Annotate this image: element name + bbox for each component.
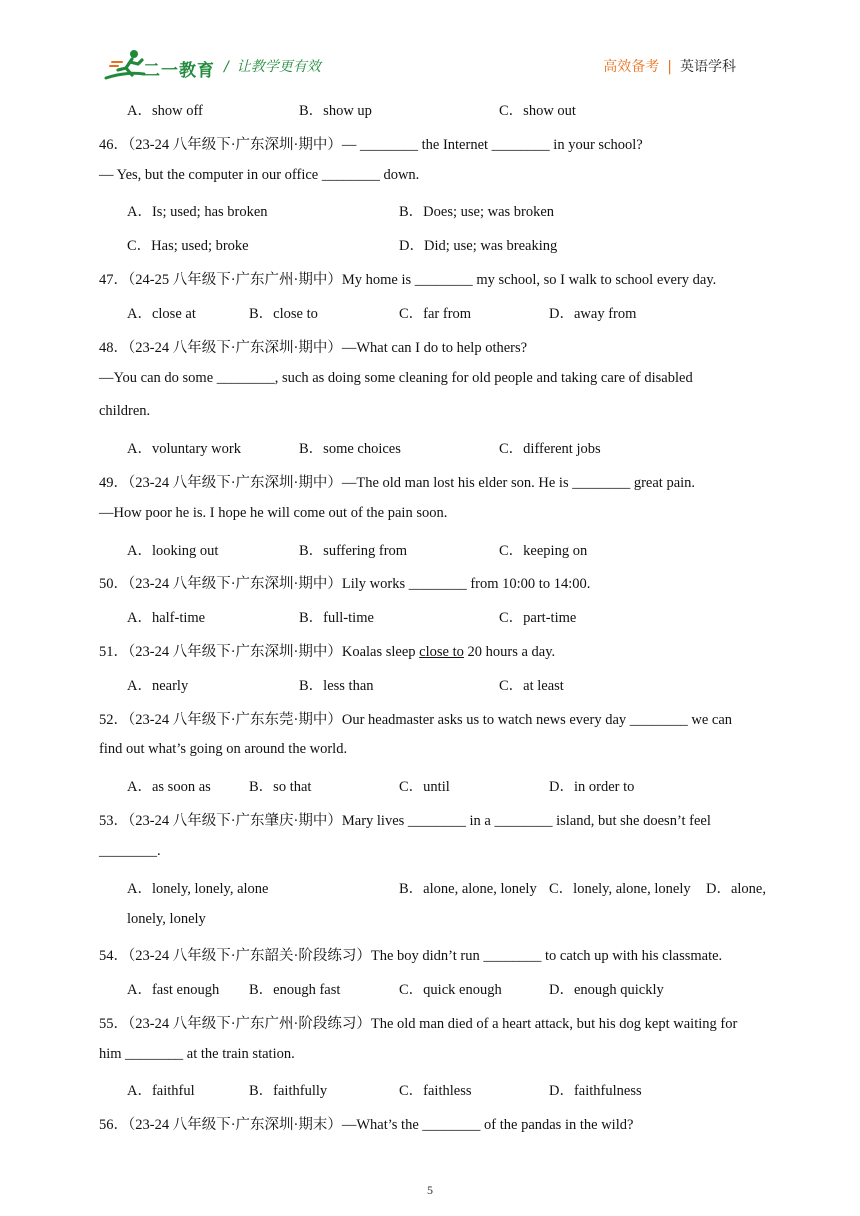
option-c: C．quick enough: [399, 982, 502, 998]
question-46-stem: 46．（23-24 八年级下·广东深圳·期中）— ________ the Internet ________ in your school?: [99, 137, 643, 153]
option-c: C．part-time: [499, 610, 577, 626]
option-c: C．far from: [399, 306, 472, 322]
option-b: B．enough fast: [249, 982, 341, 998]
question-51-stem-end: 20 hours a day.: [463, 644, 556, 660]
option-c: C．keeping on: [499, 543, 588, 559]
question-53-stem: 53．（23-24 八年级下·广东肇庆·期中）Mary lives ________ in a ________ island, but she doesn’t feel: [99, 813, 711, 829]
option-d: D．away from: [549, 306, 637, 322]
tag-subject: 英语学科: [680, 59, 736, 75]
option-b: B．less than: [299, 678, 374, 694]
option-a: A．fast enough: [127, 982, 220, 998]
question-54-stem: 54．（23-24 八年级下·广东韶关·阶段练习）The boy didn’t run ________ to catch up with his classmate.: [99, 948, 723, 964]
slogan-text: 让教学更有效: [236, 59, 321, 75]
option-a: A．show off: [127, 103, 203, 119]
option-a: A．Is; used; has broken: [127, 204, 268, 220]
question-55-stem-line2: him ________ at the train station.: [99, 1046, 295, 1062]
option-d-continued: lonely, lonely: [127, 911, 206, 927]
option-d: D．alone,: [706, 881, 766, 897]
option-b: B．full-time: [299, 610, 374, 626]
question-53-stem-line2: ________.: [99, 843, 161, 859]
question-52-stem: 52．（23-24 八年级下·广东东莞·期中）Our headmaster asks us to watch news every day ________ we can: [99, 712, 733, 728]
question-56-stem: 56．（23-24 八年级下·广东深圳·期末）—What’s the ________ of the pandas in the wild?: [99, 1117, 634, 1133]
slogan: [224, 56, 321, 76]
page-header: [0, 0, 860, 90]
tag-separator: |: [667, 59, 672, 75]
question-48-stem-line2: —You can do some ________, such as doing some cleaning for old people and taking care of disabled: [99, 370, 693, 386]
option-a: A．half-time: [127, 610, 206, 626]
option-d: D．faithfulness: [549, 1083, 642, 1099]
question-52-stem-line2: find out what’s going on around the world.: [99, 741, 348, 757]
question-48-stem-line3: children.: [99, 403, 151, 419]
option-c: C．lonely, alone, lonely: [549, 881, 691, 897]
option-a: A．faithful: [127, 1083, 195, 1099]
option-b: B．Does; use; was broken: [399, 204, 555, 220]
option-a: A．lonely, lonely, alone: [127, 881, 269, 897]
option-c: C．different jobs: [499, 441, 601, 457]
question-48-stem: 48．（23-24 八年级下·广东深圳·期中）—What can I do to help others?: [99, 340, 528, 356]
option-a: A．nearly: [127, 678, 189, 694]
option-d: D．in order to: [549, 779, 635, 795]
question-49-stem: 49．（23-24 八年级下·广东深圳·期中）—The old man lost his elder son. He is ________ great pain.: [99, 475, 696, 491]
option-b: B．close to: [249, 306, 318, 322]
option-b: B．so that: [249, 779, 312, 795]
option-b: B．show up: [299, 103, 372, 119]
underlined-phrase: close to: [419, 644, 464, 660]
option-c: C．until: [399, 779, 450, 795]
option-a: A．close at: [127, 306, 196, 322]
brand-name: 二一教育: [143, 61, 215, 81]
option-a: A．as soon as: [127, 779, 211, 795]
option-c: C．Has; used; broke: [127, 238, 249, 254]
option-d: D．enough quickly: [549, 982, 664, 998]
question-47-stem: 47．（24-25 八年级下·广东广州·期中）My home is ________ my school, so I walk to school every day.: [99, 272, 717, 288]
option-b: B．suffering from: [299, 543, 408, 559]
question-49-stem-line2: —How poor he is. I hope he will come out of the pain soon.: [99, 505, 448, 521]
header-tags: [603, 56, 736, 76]
option-b: B．faithfully: [249, 1083, 328, 1099]
option-b: B．some choices: [299, 441, 401, 457]
question-51-stem: [99, 640, 555, 661]
question-55-stem: 55．（23-24 八年级下·广东广州·阶段练习）The old man died of a heart attack, but his dog kept waiting for: [99, 1016, 738, 1032]
page-number: 5: [427, 1183, 433, 1197]
slogan-separator: /: [224, 59, 229, 75]
option-a: A．voluntary work: [127, 441, 241, 457]
option-b: B．alone, alone, lonely: [399, 881, 537, 897]
question-46-stem-line2: — Yes, but the computer in our office ________ down.: [99, 167, 420, 183]
option-c: C．show out: [499, 103, 576, 119]
option-c: C．at least: [499, 678, 564, 694]
option-a: A．looking out: [127, 543, 219, 559]
tag-exam-prep: 高效备考: [603, 59, 660, 75]
question-50-stem: 50．（23-24 八年级下·广东深圳·期中）Lily works ________ from 10:00 to 14:00.: [99, 576, 591, 592]
option-d: D．Did; use; was breaking: [399, 238, 558, 254]
question-51-stem-start: 51．（23-24 八年级下·广东深圳·期中）Koalas sleep: [99, 644, 420, 660]
option-c: C．faithless: [399, 1083, 472, 1099]
